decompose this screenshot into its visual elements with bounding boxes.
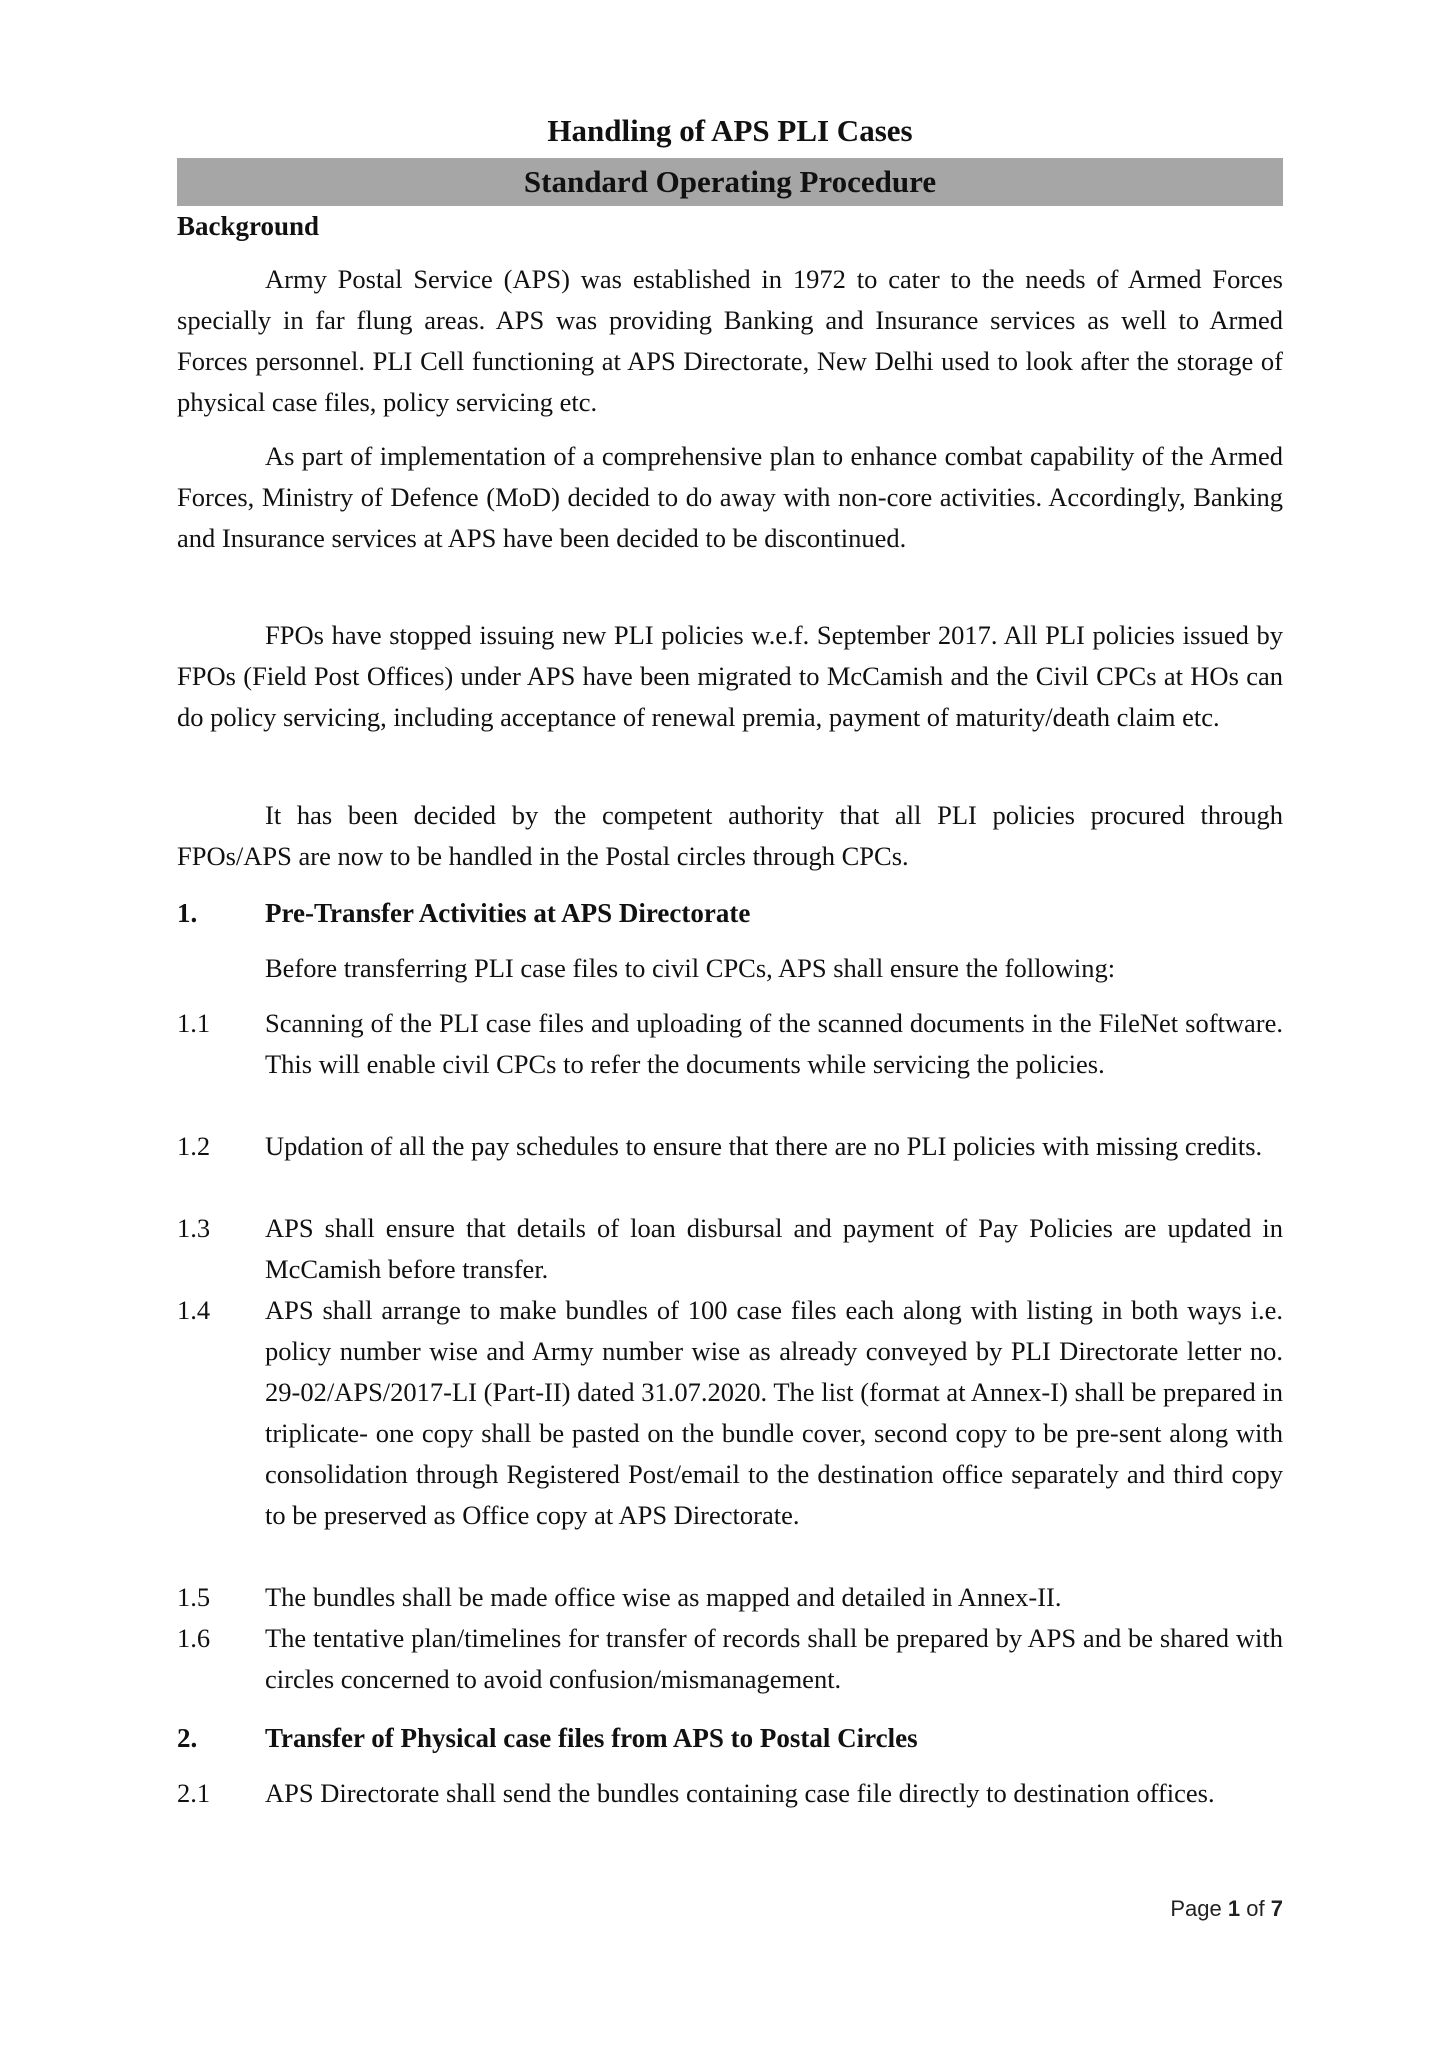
section-2-heading: [177, 1718, 1283, 1759]
background-paragraph-2: As part of implementation of a comprehensive plan to enhance combat capability of the Armed Forces, Ministry of Defence (MoD) decided to do away with non-core activities. Accordingly, Banking and Insurance services at APS have been decided to be discontinued.: [177, 441, 1283, 553]
item-number: 1.3: [177, 1213, 211, 1243]
list-item-1-4: [177, 1290, 1283, 1536]
page-number-footer: [1170, 1894, 1283, 1924]
list-item-1-6: [177, 1618, 1283, 1700]
section-1-intro: Before transferring PLI case files to civil CPCs, APS shall ensure the following:: [265, 953, 1116, 983]
item-text: APS shall ensure that details of loan disbursal and payment of Pay Policies are updated in McCamish before transfer.: [265, 1213, 1283, 1284]
list-item-1-2: [177, 1126, 1283, 1167]
item-number: 1.6: [177, 1623, 211, 1653]
section-1-heading: [177, 893, 1283, 934]
page-label: Page: [1170, 1896, 1222, 1921]
item-text: Scanning of the PLI case files and uploading of the scanned documents in the FileNet software. This will enable civil CPCs to refer the documents while servicing the policies.: [265, 1008, 1283, 1079]
item-text: The bundles shall be made office wise as mapped and detailed in Annex-II.: [265, 1582, 1062, 1612]
list-item-2-1: [177, 1773, 1283, 1814]
item-number: 1.5: [177, 1582, 211, 1612]
section-number: 1.: [177, 898, 198, 928]
background-heading: Background: [177, 211, 320, 241]
background-paragraph-4: It has been decided by the competent authority that all PLI policies procured through FPOs/APS are now to be handled in the Postal circles through CPCs.: [177, 800, 1283, 871]
item-text: Updation of all the pay schedules to ensure that there are no PLI policies with missing credits.: [265, 1131, 1263, 1161]
total-pages-number: 7: [1270, 1896, 1283, 1921]
list-item-1-3: [177, 1208, 1283, 1290]
section-title: Transfer of Physical case files from APS to Postal Circles: [265, 1723, 918, 1753]
list-item-1-1: [177, 1003, 1283, 1085]
item-number: 1.4: [177, 1295, 211, 1325]
item-number: 1.1: [177, 1008, 211, 1038]
item-text: APS shall arrange to make bundles of 100 case files each along with listing in both ways i.e. policy number wise and Army number wise as already conveyed by PLI Directorate letter no. 29-02/APS/2017-LI (Part-II) dated 31.07.2020. The list (format at Annex-I) shall be prepared in triplicate- one copy shall be pasted on the bundle cover, second copy to be pre-sent along with consolidation through Registered Post/email to the destination office separately and third copy to be preserved as Office copy at APS Directorate.: [265, 1295, 1283, 1530]
background-paragraph-3: FPOs have stopped issuing new PLI policies w.e.f. September 2017. All PLI policies issued by FPOs (Field Post Offices) under APS have been migrated to McCamish and the Civil CPCs at HOs can do policy servicing, including acceptance of renewal premia, payment of maturity/death claim etc.: [177, 620, 1283, 732]
item-number: 2.1: [177, 1778, 211, 1808]
background-paragraph-1: Army Postal Service (APS) was established in 1972 to cater to the needs of Armed Forces specially in far flung areas. APS was providing Banking and Insurance services as well to Armed Forces personnel. PLI Cell functioning at APS Directorate, New Delhi used to look after the storage of physical case files, policy servicing etc.: [177, 264, 1283, 417]
subtitle-band: Standard Operating Procedure: [177, 158, 1283, 206]
item-text: APS Directorate shall send the bundles containing case file directly to destination offices.: [265, 1778, 1215, 1808]
document-title: Handling of APS PLI Cases: [547, 113, 913, 148]
item-text: The tentative plan/timelines for transfer of records shall be prepared by APS and be shared with circles concerned to avoid confusion/mismanagement.: [265, 1623, 1283, 1694]
section-title: Pre-Transfer Activities at APS Directorate: [265, 898, 751, 928]
item-number: 1.2: [177, 1131, 211, 1161]
of-label: of: [1246, 1896, 1265, 1921]
list-item-1-5: [177, 1577, 1283, 1618]
current-page-number: 1: [1227, 1896, 1241, 1921]
section-number: 2.: [177, 1723, 198, 1753]
